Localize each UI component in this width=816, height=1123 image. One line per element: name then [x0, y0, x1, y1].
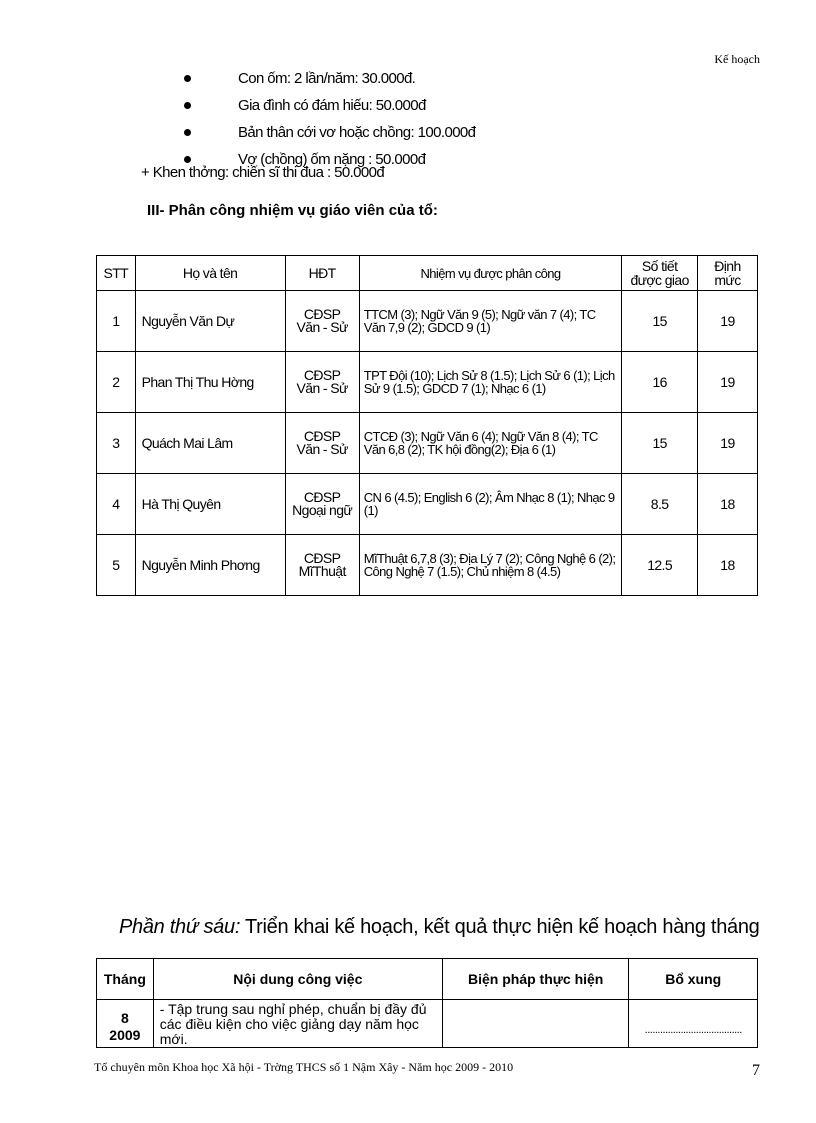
cell-hdt: CĐSP Văn - Sử — [285, 413, 359, 474]
page-number: 7 — [752, 1062, 760, 1079]
table-header-row — [97, 959, 758, 1000]
reward-line: + Khen thởng: chiến sĩ thi đua : 50.000đ — [141, 164, 385, 181]
col-header-supplement: Bổ xung — [629, 959, 758, 1000]
cell-periods: 15 — [622, 413, 698, 474]
header-doc-label: Kế hoạch — [714, 52, 760, 66]
bullet-icon — [184, 102, 191, 109]
monthly-plan-table — [96, 958, 758, 1048]
section-heading: III- Phân công nhiệm vụ giáo viên của tổ: — [147, 202, 438, 219]
cell-month: 8 2009 — [97, 1000, 154, 1048]
cell-hdt: CĐSP Văn - Sử — [285, 352, 359, 413]
cell-name: Hà Thị Quyên — [135, 474, 285, 535]
cell-periods: 12.5 — [622, 535, 698, 596]
cell-measures — [442, 1000, 629, 1048]
table-header-row — [97, 256, 758, 291]
table-row — [97, 474, 758, 535]
col-header-task: Nhiệm vụ được phân công — [359, 256, 622, 291]
bullet-icon — [184, 129, 191, 136]
cell-periods: 15 — [622, 291, 698, 352]
cell-stt: 1 — [97, 291, 136, 352]
cell-supplement: ...................................... — [629, 1000, 758, 1048]
table-row — [97, 1000, 758, 1048]
cell-stt: 5 — [97, 535, 136, 596]
table-row — [97, 291, 758, 352]
col-header-content: Nội dung công việc — [153, 959, 442, 1000]
table-row — [97, 352, 758, 413]
bullet-icon — [184, 156, 191, 163]
cell-quota: 19 — [697, 291, 757, 352]
col-header-periods: Số tiết được giao — [622, 256, 698, 291]
page-footer: Tổ chuyên môn Khoa học Xã hội - Trờng THCS số 1 Nậm Xây - Năm học 2009 - 2010 — [94, 1060, 514, 1074]
cell-hdt: CĐSP Ngoại ngữ — [285, 474, 359, 535]
table-row — [97, 535, 758, 596]
table-row — [97, 413, 758, 474]
cell-quota: 19 — [697, 352, 757, 413]
col-header-name: Họ và tên — [135, 256, 285, 291]
cell-name: Quách Mai Lâm — [135, 413, 285, 474]
cell-quota: 18 — [697, 535, 757, 596]
cell-name: Nguyễn Văn Dự — [135, 291, 285, 352]
cell-content: - Tập trung sau nghỉ phép, chuẩn bị đầy đủ các điều kiện cho việc giảng dạy năm học mới. — [153, 1000, 442, 1048]
cell-stt: 3 — [97, 413, 136, 474]
col-header-month: Tháng — [97, 959, 154, 1000]
cell-periods: 16 — [622, 352, 698, 413]
cell-hdt: CĐSP MĩThuật — [285, 535, 359, 596]
cell-quota: 18 — [697, 474, 757, 535]
col-header-stt: STT — [97, 256, 136, 291]
cell-name: Nguyễn Minh Phơng — [135, 535, 285, 596]
cell-task: CTCĐ (3); Ngữ Văn 6 (4); Ngữ Văn 8 (4); TC Văn 6,8 (2); TK hội đồng(2); Địa 6 (1) — [359, 413, 622, 474]
cell-task: MĩThuật 6,7,8 (3); Địa Lý 7 (2); Công Nghệ 6 (2); Công Nghệ 7 (1.5); Chủ nhiệm 8 (4.5) — [359, 535, 622, 596]
cell-stt: 2 — [97, 352, 136, 413]
part-six-heading: Phần thứ sáu: Triển khai kế hoạch, kết quả thực hiện kế hoạch hàng tháng — [119, 916, 760, 938]
cell-name: Phan Thị Thu Hờng — [135, 352, 285, 413]
col-header-quota: Định mức — [697, 256, 757, 291]
cell-task: TPT Đội (10); Lịch Sử 8 (1.5); Lịch Sử 6 (1); Lịch Sử 9 (1.5); GDCD 7 (1); Nhạc 6 (1) — [359, 352, 622, 413]
cell-hdt: CĐSP Văn - Sử — [285, 291, 359, 352]
cell-quota: 19 — [697, 413, 757, 474]
col-header-hdt: HĐT — [285, 256, 359, 291]
cell-task: CN 6 (4.5); English 6 (2); Âm Nhạc 8 (1); Nhạc 9 (1) — [359, 474, 622, 535]
cell-periods: 8.5 — [622, 474, 698, 535]
bullet-icon — [184, 75, 191, 82]
cell-stt: 4 — [97, 474, 136, 535]
cell-task: TTCM (3); Ngữ Văn 9 (5); Ngữ văn 7 (4); TC Văn 7,9 (2); GDCD 9 (1) — [359, 291, 622, 352]
col-header-measures: Biện pháp thực hiện — [442, 959, 629, 1000]
assignment-table — [96, 255, 758, 596]
